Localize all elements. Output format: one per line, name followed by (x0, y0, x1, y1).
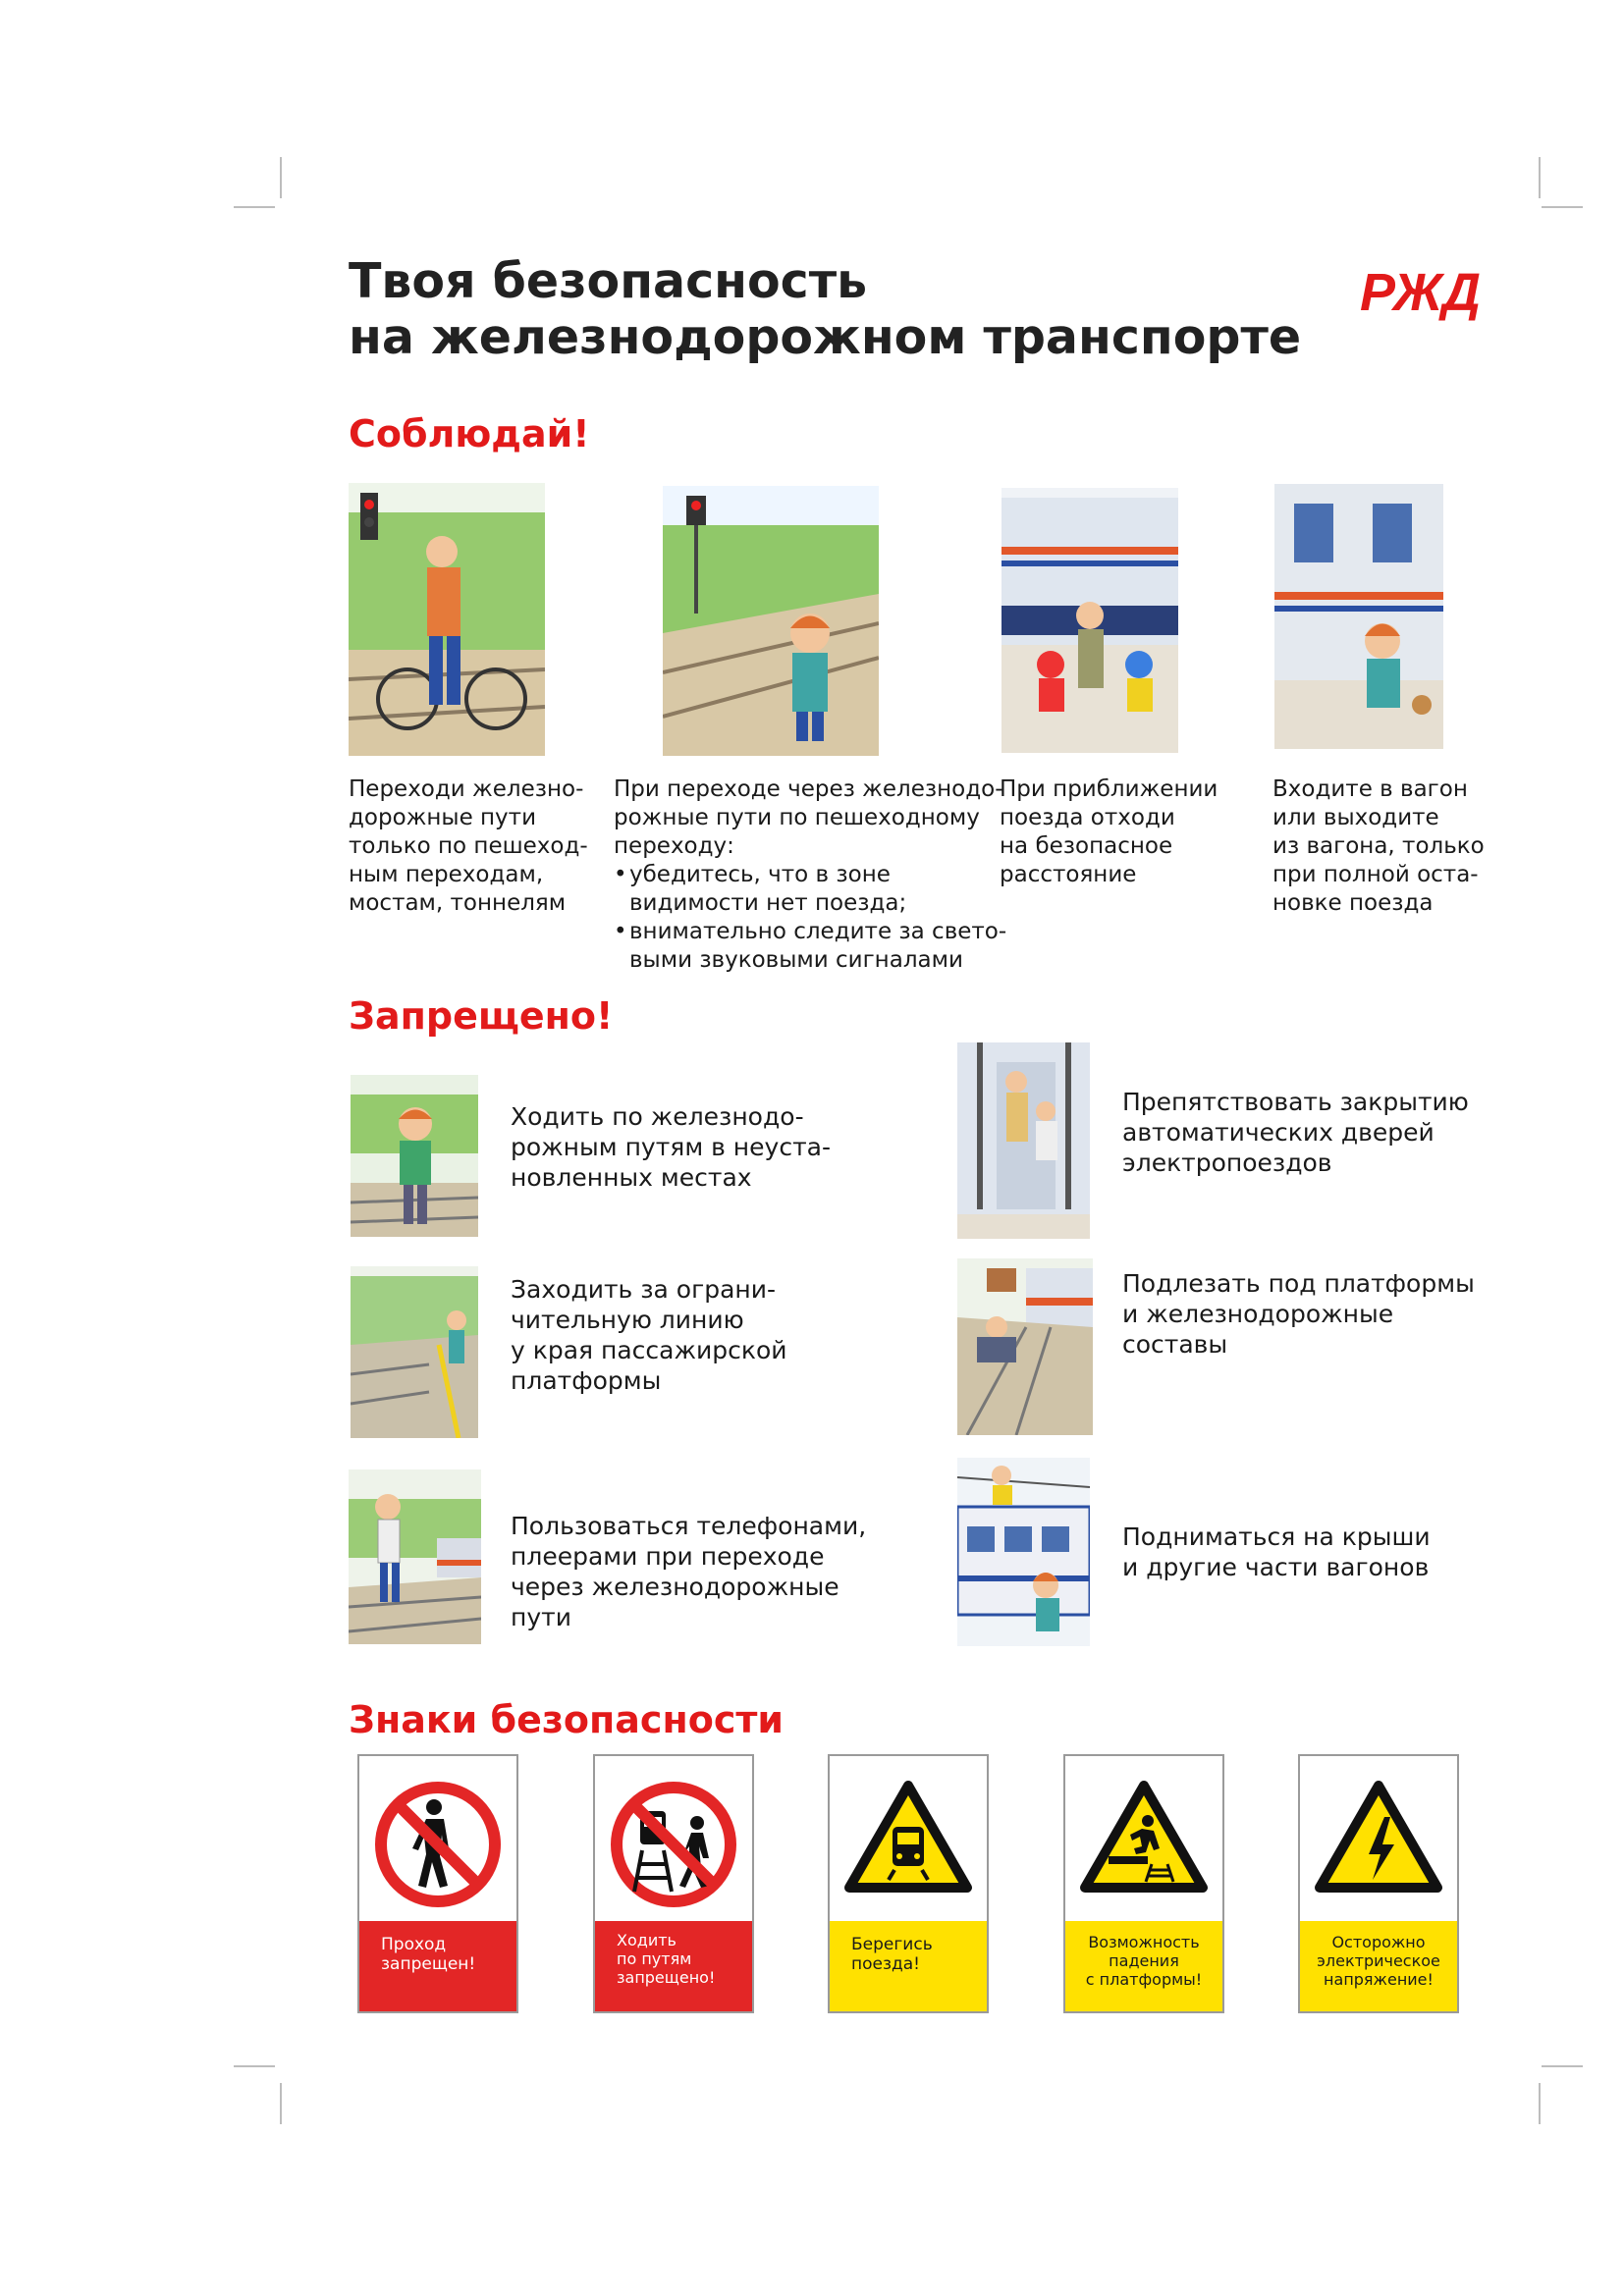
crop-mark (234, 206, 275, 208)
caption-line: или выходите (1272, 805, 1439, 830)
sign-no-passage (357, 1754, 518, 2013)
sign-label (1300, 1921, 1457, 2011)
sign-label-line: напряжение! (1324, 1970, 1434, 1989)
no-pedestrian-icon (359, 1756, 516, 1921)
observe-caption-1 (349, 775, 588, 918)
caption-line: из вагона, только (1272, 833, 1485, 859)
caption-line: при полной оста- (1272, 862, 1479, 887)
sign-label-line: Берегись (851, 1935, 933, 1954)
forbidden-text-1 (511, 1101, 831, 1193)
illustration-cyclist-crossing (349, 483, 545, 756)
platform-fall-warning-icon (1065, 1756, 1222, 1921)
illustration-phone-on-tracks (349, 1469, 481, 1644)
illustration-child-at-crossing (663, 486, 879, 756)
crop-mark (280, 157, 282, 198)
sign-label-line: Проход (381, 1935, 447, 1954)
forbidden-text-6 (1122, 1522, 1431, 1582)
crop-mark (1539, 157, 1541, 198)
sign-label (830, 1921, 987, 2011)
forbidden-text-3 (511, 1274, 787, 1396)
signs-heading: Знаки безопасности (349, 1698, 784, 1741)
forbidden-text-4 (1122, 1268, 1475, 1360)
caption-line: мостам, тоннелям (349, 890, 567, 916)
sign-label-line: по путям (617, 1949, 692, 1968)
caption-line: Входите в вагон (1272, 776, 1468, 802)
observe-caption-4 (1272, 775, 1485, 918)
crop-mark (280, 2083, 282, 2124)
logo-text: РЖД (1360, 263, 1482, 322)
caption-line: дорожные пути (349, 805, 537, 830)
forbidden-text-5 (511, 1511, 866, 1632)
caption-line: При приближении (1000, 776, 1218, 802)
sign-label (1065, 1921, 1222, 2011)
high-voltage-warning-icon (1300, 1756, 1457, 1921)
forbidden-line: Пользоваться телефонами, (511, 1512, 867, 1540)
sign-label-line: Возможность (1088, 1933, 1200, 1951)
sign-label-line: Ходить (617, 1931, 677, 1949)
caption-bullet: • убедитесь, что в зоне (614, 862, 891, 887)
forbidden-line: и железнодорожные (1122, 1300, 1394, 1328)
forbidden-line: автоматических дверей (1122, 1118, 1435, 1147)
forbidden-line: Подлезать под платформы (1122, 1269, 1475, 1298)
train-warning-icon (830, 1756, 987, 1921)
sign-label-line: падения (1109, 1951, 1179, 1970)
caption-line: переходу: (614, 833, 734, 859)
forbidden-line: и другие части вагонов (1122, 1553, 1430, 1581)
forbidden-line: у края пассажирской (511, 1336, 787, 1364)
caption-bullet-text: внимательно следите за свето- (629, 919, 1007, 944)
forbidden-text-2 (1122, 1087, 1469, 1178)
sign-label-line: запрещен! (381, 1954, 476, 1974)
sign-platform-fall (1063, 1754, 1224, 2013)
illustration-blocking-doors (957, 1042, 1090, 1239)
illustration-climbing-on-roof (957, 1458, 1090, 1646)
sign-label-line: Осторожно (1331, 1933, 1426, 1951)
caption-line: рожные пути по пешеходному (614, 805, 980, 830)
page-title (349, 253, 1301, 365)
illustration-walking-on-tracks (351, 1075, 478, 1237)
forbidden-line: Ходить по железнодо- (511, 1102, 804, 1131)
forbidden-line: рожным путям в неуста- (511, 1133, 831, 1161)
caption-line: ным переходам, (349, 862, 544, 887)
caption-line: новке поезда (1272, 890, 1434, 916)
illustration-under-platform (957, 1258, 1093, 1435)
illustration-child-boarding-train (1274, 484, 1443, 749)
caption-bullet-cont: видимости нет поезда; (629, 890, 907, 916)
caption-line: При переходе через железнодо- (614, 776, 1003, 802)
no-walking-on-tracks-icon (595, 1756, 752, 1921)
sign-high-voltage (1298, 1754, 1459, 2013)
sign-label-line: с платформы! (1085, 1970, 1203, 1989)
forbidden-line: Препятствовать закрытию (1122, 1088, 1469, 1116)
forbidden-line: составы (1122, 1330, 1228, 1359)
illustration-family-on-platform (1001, 488, 1178, 753)
caption-line: только по пешеход- (349, 833, 588, 859)
observe-caption-3 (1000, 775, 1218, 889)
title-line: на железнодорожном транспорте (349, 309, 1302, 365)
sign-label (595, 1921, 752, 2011)
sign-label-line: поезда! (851, 1954, 921, 1974)
forbidden-line: платформы (511, 1366, 662, 1395)
caption-line: Переходи железно- (349, 776, 584, 802)
caption-line: поезда отходи (1000, 805, 1175, 830)
forbidden-line: через железнодорожные (511, 1573, 839, 1601)
forbidden-line: новленных местах (511, 1163, 752, 1192)
forbidden-line: Заходить за ограни- (511, 1275, 777, 1304)
crop-mark (1539, 2083, 1541, 2124)
caption-line: на безопасное (1000, 833, 1173, 859)
illustration-behind-platform-line (351, 1266, 478, 1438)
forbidden-heading: Запрещено! (349, 994, 614, 1038)
caption-bullet-text: убедитесь, что в зоне (629, 862, 891, 887)
observe-heading: Соблюдай! (349, 412, 590, 455)
sign-label-line: электрическое (1317, 1951, 1440, 1970)
forbidden-line: чительную линию (511, 1306, 744, 1334)
forbidden-line: пути (511, 1603, 571, 1631)
caption-bullet: • внимательно следите за свето- (614, 919, 1007, 944)
crop-mark (234, 2065, 275, 2067)
sign-beware-of-trains (828, 1754, 989, 2013)
title-line: Твоя безопасность (349, 253, 868, 309)
forbidden-line: Подниматься на крыши (1122, 1522, 1431, 1551)
sign-no-walking-on-tracks (593, 1754, 754, 2013)
crop-mark (1542, 2065, 1583, 2067)
forbidden-line: плеерами при переходе (511, 1542, 825, 1571)
rzd-logo (1358, 263, 1482, 322)
caption-line: расстояние (1000, 862, 1137, 887)
sign-label (359, 1921, 516, 2011)
observe-caption-2 (614, 775, 1006, 975)
crop-mark (1542, 206, 1583, 208)
caption-bullet-cont: выми звуковыми сигналами (629, 947, 963, 973)
sign-label-line: запрещено! (617, 1968, 716, 1987)
forbidden-line: электропоездов (1122, 1148, 1332, 1177)
